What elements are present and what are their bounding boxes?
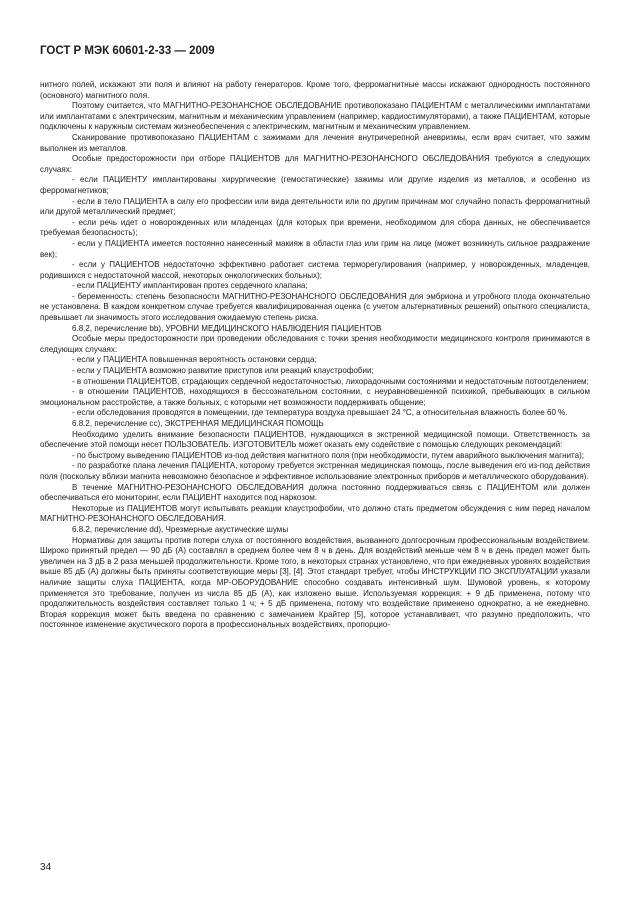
section-heading: 6.8.2, перечисление cc), ЭКСТРЕННАЯ МЕДИЦИНСКАЯ ПОМОЩЬ bbox=[72, 419, 324, 428]
paragraph: Необходимо уделить внимание безопасности ПАЦИЕНТОВ, нуждающихся в экстренной медицинской помощи. Ответственность за обеспечение этой помощи несет ПОЛЬЗОВАТЕЛЬ. ИЗГОТОВИТЕЛЬ может оказать ему содействие с помощью следующих рекомендаций: bbox=[40, 429, 590, 450]
paragraph: Некоторые из ПАЦИЕНТОВ могут испытывать реакции клаустрофобии, что должно стать предметом обсуждения с ним перед началом МАГНИТНО-РЕЗОНАНСНОГО ОБСЛЕДОВАНИЯ. bbox=[40, 503, 590, 524]
list-item: - если в тело ПАЦИЕНТА в силу его профессии или вида деятельности или по другим причинам мог случайно попасть ферромагнитный или другой металлический предмет; bbox=[40, 196, 590, 217]
paragraph: нитного полей, искажают эти поля и влияют на работу генераторов. Кроме того, ферромагнитные массы искажают однородность постоянного (основного) магнитного поля. bbox=[40, 80, 590, 100]
list-item: - если у ПАЦИЕНТА повышенная вероятность остановки сердца; bbox=[72, 355, 317, 365]
list-item: - если ПАЦИЕНТУ имплантирован протез сердечного клапана; bbox=[72, 281, 308, 291]
list-item: - если обследования проводятся в помещении, где температура воздуха превышает 24 °С, а относительная влажность более 60 %. bbox=[72, 408, 568, 418]
list-item: - если речь идет о новорожденных или младенцах (для которых при времени, необходимом для сбора данных, не обеспечивается требуемая безопасность); bbox=[40, 217, 590, 238]
paragraph: Поэтому считается, что МАГНИТНО-РЕЗОНАНСНОЕ ОБСЛЕДОВАНИЕ противопоказано ПАЦИЕНТАМ с металлическими имплантатами или имплантатами с электрическим, магнитным и механическим управлением (например, кардиостимуляторами), а также ПАЦИЕНТАМ, которые подключены к наружным системам жизнеобеспечения с электрическим, магнитным и механическим управлением. bbox=[40, 101, 590, 132]
section-heading: 6.8.2, перечисление dd), Чрезмерные акустические шумы bbox=[72, 524, 289, 534]
list-item: - беременность: степень безопасности МАГНИТНО-РЕЗОНАНСНОГО ОБСЛЕДОВАНИЯ для эмбриона и утробного плода окончательно не установлена. В каждом конкретном случае требуется квалифицированная оценка (с учетом альтернативных решений) опытного специалиста, превышает ли значимость этого исследования ожидаемую степень риска. bbox=[40, 291, 590, 323]
page-number: 34 bbox=[40, 862, 52, 873]
list-item: - в отношении ПАЦИЕНТОВ, страдающих сердечной недостаточностью, лихорадочными состояниями и недостаточным потоотделением; bbox=[72, 376, 589, 386]
body-text bbox=[40, 80, 590, 631]
list-item: - в отношении ПАЦИЕНТОВ, находящихся в бессознательном состоянии, с неуравновешенной психикой, пребывающих в сильном эмоциональном расстройстве, а также больных, с которыми нет возможности поддерживать общение; bbox=[40, 387, 590, 407]
list-item: - если у ПАЦИЕНТА имеется постоянно нанесенный макияж в области глаз или грим на лице (может возникнуть сильное раздражение век); bbox=[40, 238, 590, 259]
paragraph: Сканирование противопоказано ПАЦИЕНТАМ с зажимами для лечения внутричерепной аневризмы, если врач считает, что зажим выполнен из металлов. bbox=[40, 132, 590, 153]
list-item: - по быстрому выведению ПАЦИЕНТОВ из-под действия магнитного поля (при необходимости, путем аварийного выключения магнита); bbox=[72, 450, 584, 460]
paragraph: Особые меры предосторожности при проведении обследования с точки зрения необходимости медицинского контроля принимаются в следующих случаях: bbox=[40, 334, 590, 354]
document-header: ГОСТ Р МЭК 60601-2-33 — 2009 bbox=[40, 45, 215, 57]
list-item: - по разработке плана лечения ПАЦИЕНТА, которому требуется экстренная медицинская помощь, после выведения его из-под действия поля (поскольку вблизи магнита невозможно безопасное и эффективное использование электронных приборов и металлического оборудования). bbox=[40, 461, 590, 481]
paragraph: В течение МАГНИТНО-РЕЗОНАНСНОГО ОБСЛЕДОВАНИЯ должна постоянно поддерживаться связь с ПАЦИЕНТОМ или должен обеспечиваться его мониторинг, если ПАЦИЕНТ находится под наркозом. bbox=[40, 482, 590, 503]
section-heading: 6.8.2, перечисление bb), УРОВНИ МЕДИЦИНСКОГО НАБЛЮДЕНИЯ ПАЦИЕНТОВ bbox=[72, 323, 382, 333]
list-item: - если ПАЦИЕНТУ имплантированы хирургические (гемостатические) зажимы или другие изделия из металлов, и особенно из ферромагнетиков; bbox=[40, 175, 590, 195]
list-item: - если у ПАЦИЕНТА возможно развитие приступов или реакций клаустрофобии; bbox=[72, 366, 374, 376]
paragraph: Нормативы для защиты против потери слуха от постоянного воздействия, вызванного долгосрочным профессиональным воздействием. Широко принятый предел — 90 дБ (A) составлял в среднем более чем 8 ч в день. Для воздействий меньше чем 8 ч в день предел может быть увеличен на 3 дБ в 2 раза меньшей продолжительности. Кроме того, в некоторых странах установлено, что при ежедневных уровнях воздействия выше 85 дБ (A) должны быть приняты соответствующие меры [3], [4]. Этот стандарт требует, чтобы ИНСТРУКЦИИ ПО ЭКСПЛУАТАЦИИ указали наличие защиты слуха ПАЦИЕНТА, когда МР-ОБОРУДОВАНИЕ способно создавать интенсивный шум. Шумовой уровень, к которому применяется это требование, получен из числа 85 дБ (A), как изложено выше. Используемая коррекция: + 9 дБ применена, потому что продолжительность воздействия составляет только 1 ч; + 5 дБ применена, потому что воздействие применено однократно, а не ежедневно. Вторая коррекция может быть введена по сравнению с замечанием Крайтер [5], которое устанавливает, что разумно предположить, что постоянное изменение акустического порога в профессиональных воздействиях, пропорцио- bbox=[40, 535, 590, 630]
paragraph: Особые предосторожности при отборе ПАЦИЕНТОВ для МАГНИТНО-РЕЗОНАНСНОГО ОБСЛЕДОВАНИЯ требуются в следующих случаях: bbox=[40, 154, 590, 174]
list-item: - если у ПАЦИЕНТОВ недостаточно эффективно работает система терморегулирования (например, у новорожденных, младенцев, родившихся с недостаточной массой, некоторых онкологических больных); bbox=[40, 260, 590, 280]
